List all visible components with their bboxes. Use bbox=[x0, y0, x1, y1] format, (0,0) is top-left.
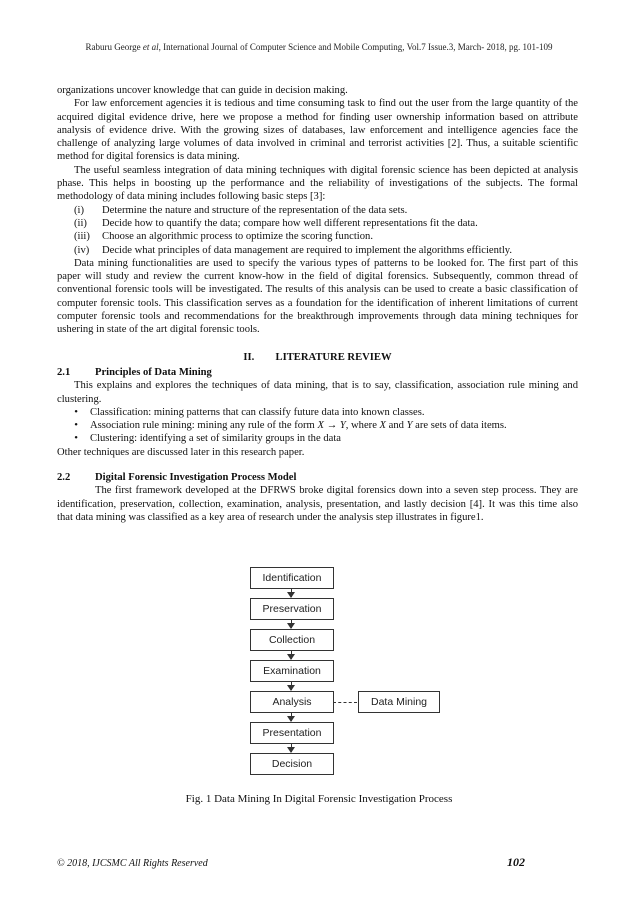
paragraph-integration: The useful seamless integration of data mining techniques with digital forensic science has been depicted at analysis phase. This helps in boosting up the performance and the reliability of investigations of the subjects. The formal methodology of data mining includes following basic steps [3]: bbox=[57, 164, 578, 203]
step-number: (iv) bbox=[74, 244, 90, 256]
arrow-down-icon bbox=[291, 681, 292, 690]
math-x: X bbox=[317, 420, 324, 432]
arrow-down-icon bbox=[291, 650, 292, 659]
subsection-number: 2.2 bbox=[57, 472, 71, 484]
subsection-heading-2-1 bbox=[57, 366, 578, 379]
step-number: (ii) bbox=[74, 217, 87, 229]
arrow-down-icon bbox=[291, 619, 292, 628]
paragraph-principles: This explains and explores the techniques of data mining, that is to say, classification, association rule mining and clustering. bbox=[57, 380, 578, 405]
process-step-examination: Examination bbox=[250, 660, 334, 682]
header-journal: , International Journal of Computer Science and Mobile Computing, Vol.7 Issue.3, March- 2018, pg. 101-109 bbox=[158, 42, 553, 52]
step-text: Determine the nature and structure of the representation of the data sets. bbox=[102, 204, 408, 216]
step-text: Choose an algorithmic process to optimize the scoring function. bbox=[102, 231, 373, 243]
process-step-collection: Collection bbox=[250, 629, 334, 651]
process-step-presentation: Presentation bbox=[250, 722, 334, 744]
header-authors: Raburu George bbox=[85, 42, 141, 52]
bullet-icon: • bbox=[74, 433, 78, 445]
paragraph-intro-end: organizations uncover knowledge that can guide in decision making. bbox=[57, 85, 348, 96]
paragraph-law-enforcement: For law enforcement agencies it is tedious and time consuming task to find out the user from the large quantity of the acquired digital evidence drive, here we propose a method for finding user ownership information based on attribute analysis of evidence drive. With the growing sizes of databases, law enforcement and intelligence agencies face the challenge of analyzing large volumes of data involved in criminal and terrorist activities [2]. Thus, a suitable scientific method for digital forensics is data mining. bbox=[57, 98, 578, 163]
process-step-preservation: Preservation bbox=[250, 598, 334, 620]
bullet-text-part: Association rule mining: mining any rule of the form bbox=[90, 420, 318, 432]
math-y: Y bbox=[339, 420, 346, 432]
step-text: Decide how to quantify the data; compare how well different representations fit the data. bbox=[102, 217, 478, 229]
paragraph-dfrws: The first framework developed at the DFRWS broke digital forensics down into a seven step process. They are identification, preservation, collection, examination, analysis, presentation, and lastly decision [4]. It was this time also that data mining was classified as a key area of research under the analysis step illustrates in figure1. bbox=[57, 485, 578, 523]
process-step-identification: Identification bbox=[250, 567, 334, 589]
bullet-text-part: , where bbox=[345, 420, 380, 432]
paragraph-other-techniques: Other techniques are discussed later in this research paper. bbox=[57, 446, 305, 458]
bullet-icon: • bbox=[74, 406, 78, 418]
bullet-icon: • bbox=[74, 420, 78, 432]
subsection-number: 2.1 bbox=[57, 366, 71, 378]
math-y: Y bbox=[406, 420, 413, 432]
step-item bbox=[57, 230, 578, 243]
bullet-item bbox=[57, 406, 578, 419]
figure-caption: Fig. 1 Data Mining In Digital Forensic Investigation Process bbox=[185, 793, 453, 805]
step-item bbox=[57, 244, 578, 257]
section-heading-literature-review: II. LITERATURE REVIEW bbox=[243, 351, 392, 363]
arrow-down-icon bbox=[291, 588, 292, 597]
bullet-item bbox=[57, 419, 578, 432]
bullet-text: Classification: mining patterns that can classify future data into known classes. bbox=[90, 406, 425, 418]
bullet-text: Clustering: identifying a set of similarity groups in the data bbox=[90, 433, 341, 445]
subsection-title: Digital Forensic Investigation Process Model bbox=[95, 472, 297, 484]
step-item bbox=[57, 217, 578, 230]
bullet-item bbox=[57, 432, 578, 445]
bullet-text-part: and bbox=[386, 420, 407, 432]
step-number: (iii) bbox=[74, 231, 90, 243]
arrow-down-icon bbox=[291, 743, 292, 752]
data-mining-box: Data Mining bbox=[358, 691, 440, 713]
process-step-decision: Decision bbox=[250, 753, 334, 775]
step-item bbox=[57, 204, 578, 217]
footer-page-number: 102 bbox=[507, 855, 525, 869]
subsection-heading-2-2 bbox=[57, 471, 578, 484]
bullet-text bbox=[90, 419, 507, 432]
running-header bbox=[0, 42, 638, 52]
dashed-connector bbox=[333, 702, 357, 703]
math-x: X bbox=[379, 420, 387, 432]
process-step-analysis: Analysis bbox=[250, 691, 334, 713]
step-text: Decide what principles of data management are required to implement the algorithms efficiently. bbox=[102, 244, 513, 256]
paragraph-functionalities: Data mining functionalities are used to specify the various types of patterns to be looked for. The first part of this paper will study and review the current know-how in the field of digital forensics. Subsequently, common thread of conventional forensic tools will be investigated. The results of this analysis can be used to create a basic classification of computer forensic tools. This classification serves as a foundation for the identification of inherent limitations of current computer forensic tools and recommendations for the breakthrough improvements through data mining techniques for ushering in state of the art digital forensic tools. bbox=[57, 257, 578, 336]
math-arrow: → bbox=[323, 420, 340, 432]
footer-copyright: © 2018, IJCSMC All Rights Reserved bbox=[57, 858, 208, 869]
bullet-text-part: are sets of data items. bbox=[412, 420, 507, 432]
body-text bbox=[57, 84, 578, 524]
header-etal: et al bbox=[142, 42, 159, 52]
arrow-down-icon bbox=[291, 712, 292, 721]
subsection-title: Principles of Data Mining bbox=[95, 366, 212, 378]
step-number: (i) bbox=[74, 204, 84, 216]
